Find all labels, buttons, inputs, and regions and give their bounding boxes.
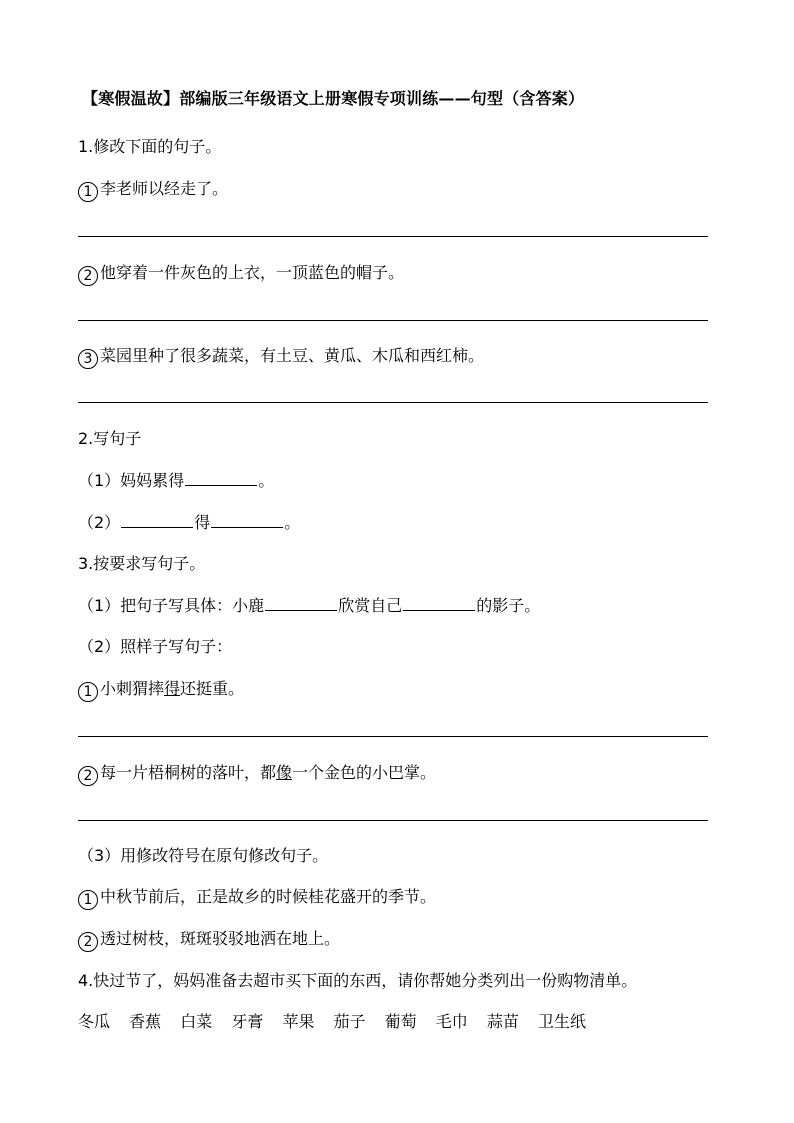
shopping-item: 白菜 xyxy=(180,1012,213,1031)
shopping-item: 茄子 xyxy=(333,1012,366,1031)
fill-blank[interactable] xyxy=(185,469,257,486)
q3-example-1 xyxy=(78,678,244,702)
q2-heading: 2.写句子 xyxy=(78,429,142,448)
shopping-item: 毛巾 xyxy=(435,1012,468,1031)
q2-sub2-suffix: 。 xyxy=(284,513,301,532)
q1-item-1-text: 李老师以经走了。 xyxy=(100,179,229,198)
q3-sub1 xyxy=(78,594,540,617)
shopping-items xyxy=(78,1011,600,1033)
page-title: 【寒假温故】部编版三年级语文上册寒假专项训练——句型（含答案） xyxy=(82,89,585,108)
answer-line[interactable] xyxy=(78,736,708,737)
q3-example-2 xyxy=(78,762,436,786)
answer-line[interactable] xyxy=(78,820,708,821)
q3-sub1-mid: 欣赏自己 xyxy=(338,596,403,615)
q4-heading: 4.快过节了，妈妈准备去超市买下面的东西，请你帮她分类列出一份购物清单。 xyxy=(78,971,638,990)
q3-sub1-suffix: 的影子。 xyxy=(476,596,541,615)
circled-number: 2 xyxy=(78,266,98,286)
fill-blank[interactable] xyxy=(121,511,193,528)
q2-sub1-prefix: （1）妈妈累得 xyxy=(78,471,185,490)
q2-sub1 xyxy=(78,469,274,492)
q1-item-1 xyxy=(78,178,228,202)
fill-blank[interactable] xyxy=(211,511,283,528)
q3-sub3: （3）用修改符号在原句修改句子。 xyxy=(78,846,329,865)
q3-fix-2 xyxy=(78,928,340,952)
fill-blank[interactable] xyxy=(403,594,475,611)
q3-sub1-prefix: （1）把句子写具体：小鹿 xyxy=(78,596,265,615)
q1-heading: 1.修改下面的句子。 xyxy=(78,137,222,156)
example-text: 每一片梧桐树的落叶，都 xyxy=(100,763,277,782)
circled-number: 3 xyxy=(78,349,98,369)
circled-number: 2 xyxy=(78,766,98,786)
answer-line[interactable] xyxy=(78,236,708,237)
underlined-word: 得 xyxy=(164,679,181,698)
circled-number: 1 xyxy=(78,890,98,910)
fill-blank[interactable] xyxy=(265,594,337,611)
answer-line[interactable] xyxy=(78,320,708,321)
fix-sentence: 中秋节前后，正是故乡的时候桂花盛开的季节。 xyxy=(100,887,437,906)
q3-heading: 3.按要求写句子。 xyxy=(78,554,206,573)
example-text: 小刺猬摔 xyxy=(100,679,165,698)
q1-item-2 xyxy=(78,262,404,286)
q2-sub2-prefix: （2） xyxy=(78,513,121,532)
underlined-word: 像 xyxy=(276,763,293,782)
q3-sub2: （2）照样子写句子： xyxy=(78,637,233,656)
shopping-item: 香蕉 xyxy=(129,1012,162,1031)
answer-line[interactable] xyxy=(78,402,708,403)
q2-sub1-suffix: 。 xyxy=(258,471,275,490)
q3-fix-1 xyxy=(78,886,436,910)
q1-item-3-text: 菜园里种了很多蔬菜，有土豆、黄瓜、木瓜和西红柿。 xyxy=(100,346,485,365)
fix-sentence: 透过树枝，斑斑驳驳地洒在地上。 xyxy=(100,929,341,948)
circled-number: 1 xyxy=(78,182,98,202)
example-text: 还挺重。 xyxy=(180,679,245,698)
shopping-item: 卫生纸 xyxy=(537,1012,586,1031)
q2-sub2 xyxy=(78,511,300,534)
q2-sub2-mid: 得 xyxy=(194,513,211,532)
circled-number: 2 xyxy=(78,932,98,952)
circled-number: 1 xyxy=(78,682,98,702)
shopping-item: 蒜苗 xyxy=(486,1012,519,1031)
shopping-item: 冬瓜 xyxy=(78,1012,111,1031)
shopping-item: 牙膏 xyxy=(231,1012,264,1031)
q1-item-3 xyxy=(78,345,484,369)
example-text: 一个金色的小巴掌。 xyxy=(292,763,437,782)
shopping-item: 苹果 xyxy=(282,1012,315,1031)
q1-item-2-text: 他穿着一件灰色的上衣，一顶蓝色的帽子。 xyxy=(100,263,405,282)
shopping-item: 葡萄 xyxy=(384,1012,417,1031)
